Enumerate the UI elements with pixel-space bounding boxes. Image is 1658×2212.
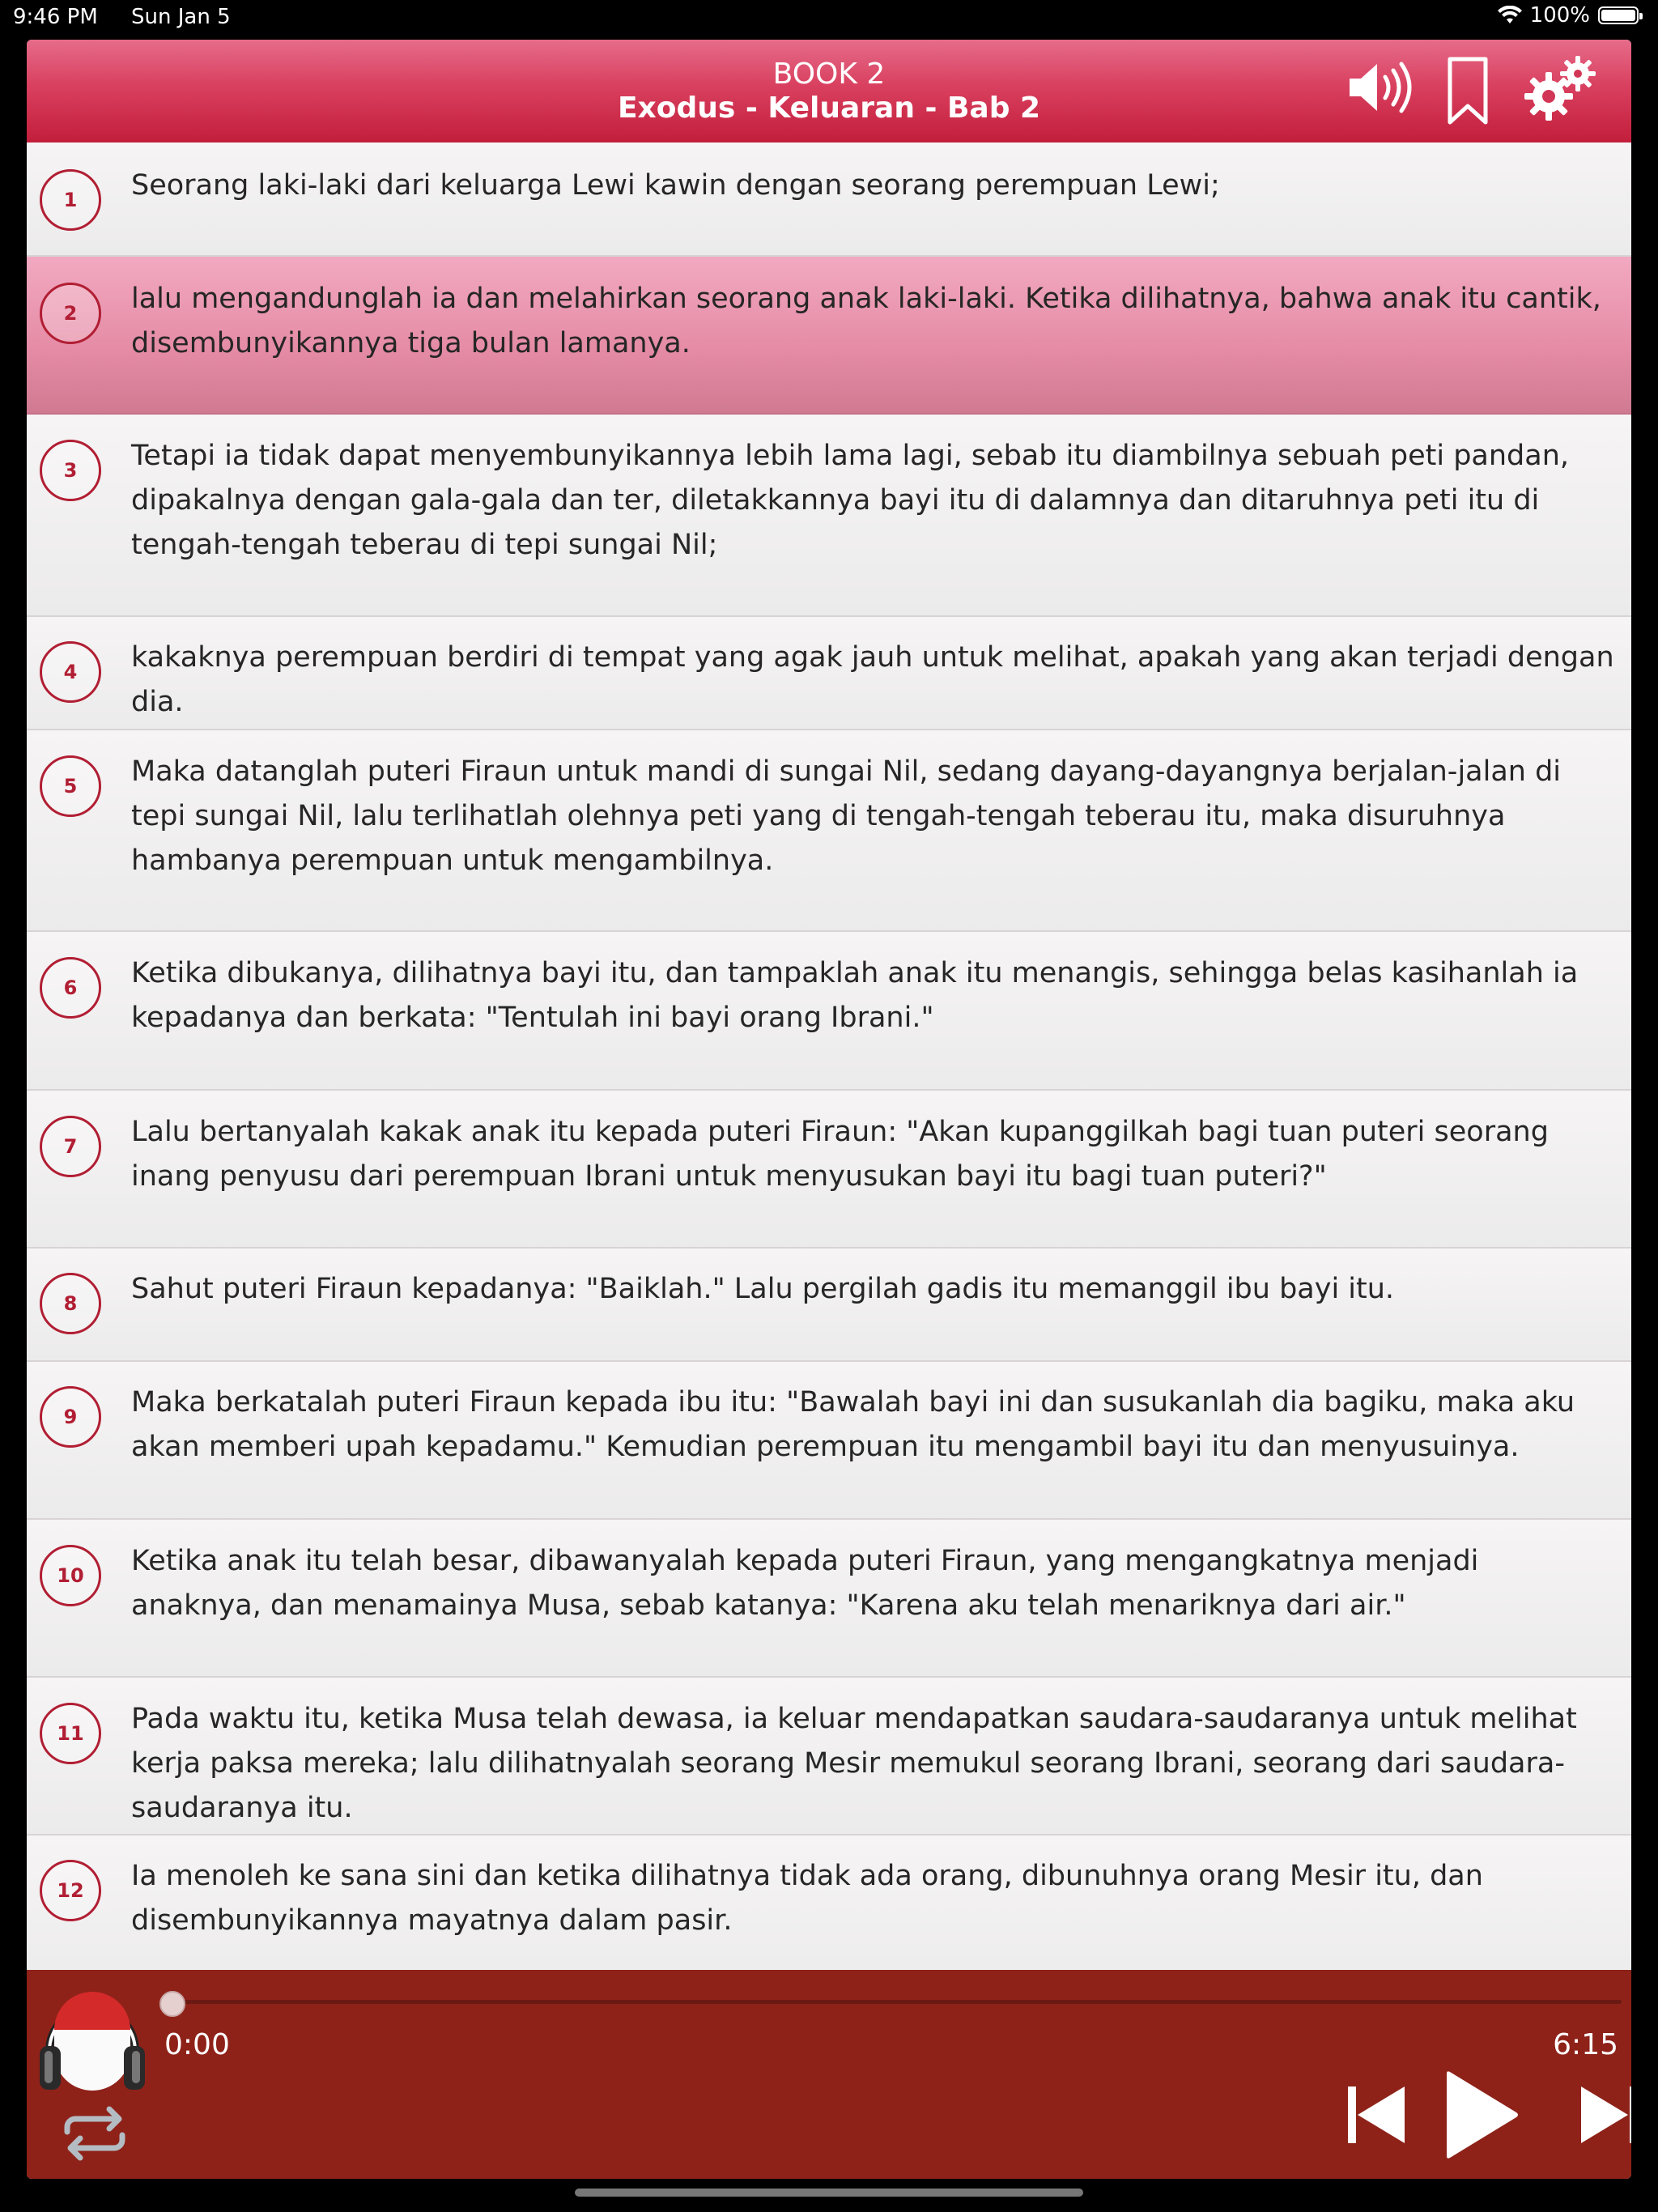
- verse-number: 2: [40, 283, 101, 344]
- verse-text: Ketika anak itu telah besar, dibawanyalah kepada puteri Firaun, yang mengangkatnya menjadi anaknya, dan menamainya Musa, sebab katanya: "Karena aku telah menariknya dari air.": [131, 1545, 1479, 1622]
- verse-row[interactable]: [27, 1520, 1631, 1678]
- verse-row[interactable]: [27, 1249, 1631, 1362]
- verse-text: Pada waktu itu, ketika Musa telah dewasa, ia keluar mendapatkan saudara-saudaranya untuk melihat kerja paksa mereka; lalu dilihatnyalah seorang Mesir memukul seorang Ibrani, seorang dari saudara-saudaranya itu.: [131, 1703, 1577, 1824]
- play-icon[interactable]: [1442, 2070, 1520, 2163]
- verse-row[interactable]: [27, 730, 1631, 932]
- repeat-icon[interactable]: [56, 2104, 134, 2166]
- verse-text: Maka berkatalah puteri Firaun kepada ibu itu: "Bawalah bayi ini dan susukanlah dia bagiku, maka aku akan memberi upah kepadamu." Kemudian perempuan itu mengambil bayi itu dan menyusuinya.: [131, 1386, 1575, 1463]
- battery-icon: [1598, 6, 1639, 24]
- verse-row[interactable]: [27, 143, 1631, 257]
- wifi-icon: [1498, 6, 1522, 25]
- verse-row[interactable]: [27, 415, 1631, 617]
- verse-row-highlighted[interactable]: [27, 257, 1631, 415]
- status-time: 9:46 PM: [13, 5, 98, 29]
- verse-row[interactable]: [27, 932, 1631, 1091]
- header-bar: [27, 40, 1631, 143]
- verse-row[interactable]: [27, 1091, 1631, 1249]
- verse-number: 8: [40, 1273, 101, 1334]
- verse-text: Ia menoleh ke sana sini dan ketika dilihatnya tidak ada orang, dibunuhnya orang Mesir itu, dan disembunyikannya mayatnya dalam pasir.: [131, 1860, 1483, 1937]
- verse-number: 3: [40, 440, 101, 501]
- current-time: 0:00: [164, 2028, 230, 2061]
- progress-track[interactable]: [169, 2000, 1622, 2004]
- verse-number: 5: [40, 755, 101, 817]
- verse-text: Tetapi ia tidak dapat menyembunyikannya lebih lama lagi, sebab itu diambilnya sebuah peti pandan, dipakalnya dengan gala-gala dan ter, diletakkannya bayi itu di dalamnya dan ditaruhnya peti itu di tengah-tengah teberau di tepi sungai Nil;: [131, 440, 1570, 561]
- verse-text: Maka datanglah puteri Firaun untuk mandi di sungai Nil, sedang dayang-dayangnya berjalan-jalan di tepi sungai Nil, lalu terlihatlah olehnya peti yang di tengah-tengah teberau itu, maka disuruhnya hambanya perempuan untuk mengambilnya.: [131, 755, 1562, 877]
- speaker-icon[interactable]: [1345, 59, 1413, 116]
- status-date: Sun Jan 5: [131, 5, 231, 29]
- verse-number: 6: [40, 957, 101, 1019]
- next-icon[interactable]: [1578, 2083, 1631, 2150]
- total-time: 6:15: [1553, 2028, 1618, 2061]
- previous-icon[interactable]: [1346, 2083, 1408, 2150]
- verse-number: 10: [40, 1545, 101, 1606]
- verse-list[interactable]: [27, 143, 1631, 2010]
- verse-row[interactable]: [27, 1678, 1631, 1836]
- verse-row[interactable]: [27, 617, 1631, 730]
- reader-app: [27, 40, 1631, 2179]
- home-indicator[interactable]: [575, 2189, 1083, 2197]
- audio-player: [27, 1970, 1631, 2179]
- verse-number: 12: [40, 1860, 101, 1921]
- chapter-title: Exodus - Keluaran - Bab 2: [617, 91, 1041, 125]
- verse-number: 4: [40, 641, 101, 703]
- verse-number: 11: [40, 1703, 101, 1764]
- verse-text: Sahut puteri Firaun kepadanya: "Baiklah." Lalu pergilah gadis itu memanggil ibu bayi itu.: [131, 1273, 1395, 1305]
- verse-text: Seorang laki-laki dari keluarga Lewi kawin dengan seorang perempuan Lewi;: [131, 169, 1220, 202]
- status-bar: [0, 0, 1658, 37]
- verse-number: 7: [40, 1116, 101, 1177]
- verse-number: 9: [40, 1386, 101, 1448]
- battery-percent: 100%: [1529, 3, 1590, 28]
- book-title: BOOK 2: [772, 57, 886, 91]
- verse-text: Ketika dibukanya, dilihatnya bayi itu, dan tampaklah anak itu menangis, sehingga belas kasihanlah ia kepadanya dan berkata: "Tentulah ini bayi orang Ibrani.": [131, 957, 1579, 1034]
- bookmark-icon[interactable]: [1445, 56, 1490, 127]
- verse-text: kakaknya perempuan berdiri di tempat yang agak jauh untuk melihat, apakah yang akan terjadi dengan dia.: [131, 641, 1614, 718]
- verse-row[interactable]: [27, 1362, 1631, 1520]
- verse-number: 1: [40, 169, 101, 231]
- status-right: [1498, 3, 1639, 28]
- verse-text: lalu mengandunglah ia dan melahirkan seorang anak laki-laki. Ketika dilihatnya, bahwa anak itu cantik, disembunyikannya tiga bulan lamanya.: [131, 283, 1601, 359]
- headphones-flag-icon: [35, 1981, 150, 2099]
- verse-text: Lalu bertanyalah kakak anak itu kepada puteri Firaun: "Akan kupanggilkah bagi tuan puteri seorang inang penyusu dari perempuan Ibrani untuk menyusukan bayi itu bagi tuan puteri?": [131, 1116, 1549, 1193]
- progress-knob[interactable]: [159, 1991, 185, 2017]
- gear-icon[interactable]: [1521, 54, 1599, 124]
